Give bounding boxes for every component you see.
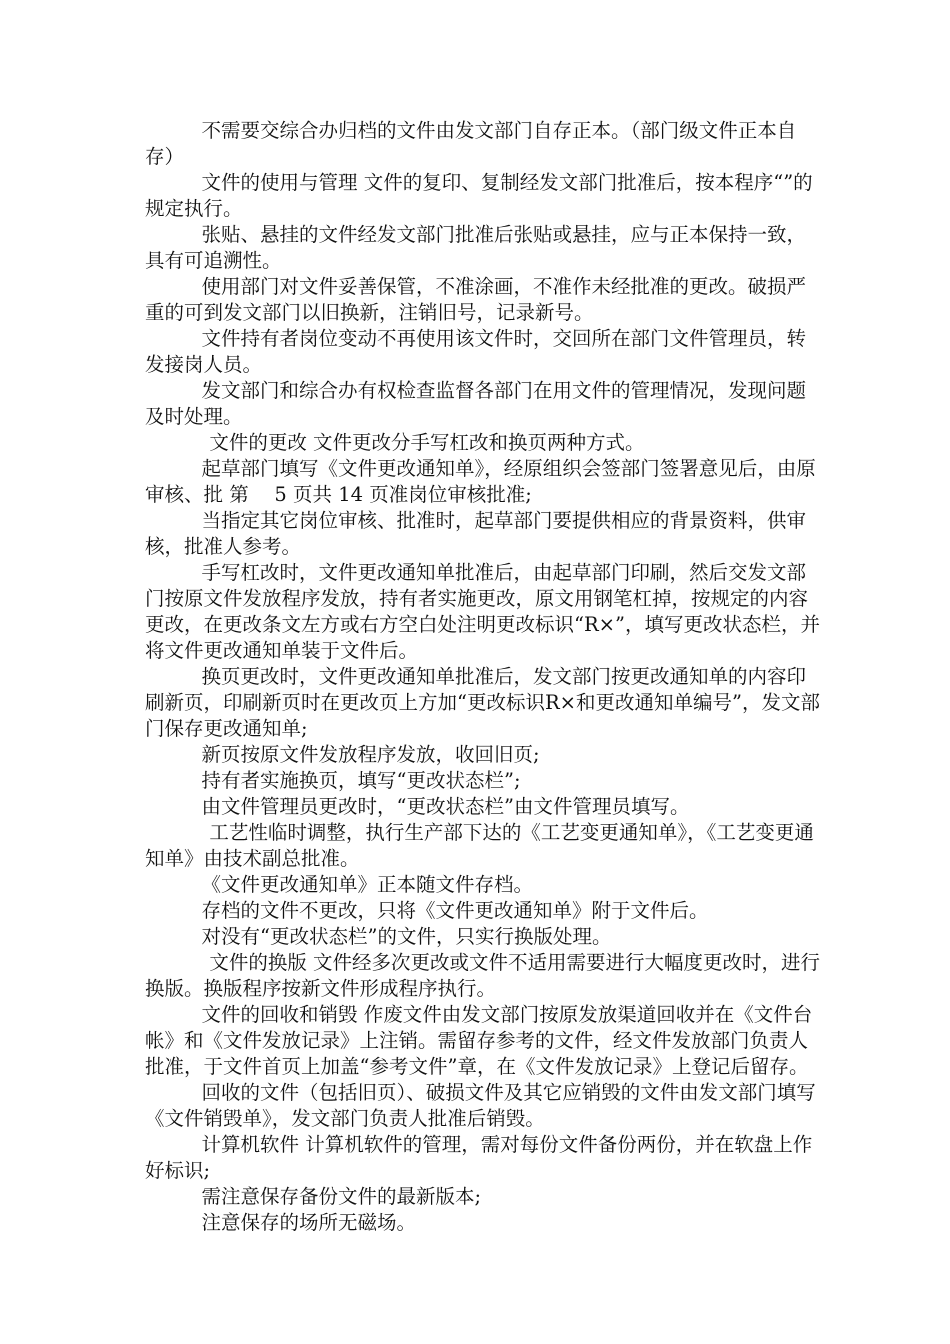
paragraph: 手写杠改时，文件更改通知单批准后，由起草部门印刷，然后交发文部门按原文件发放程序发放，持有者实施更改，原文用钢笔杠掉，按规定的内容更改，在更改条文左方或右方空白处注明更改标识“R×”，填写更改状态栏，并将文件更改通知单装于文件后。 xyxy=(145,561,820,662)
paragraph: 文件持有者岗位变动不再使用该文件时，交回所在部门文件管理员，转发接岗人员。 xyxy=(145,327,807,376)
paragraph: 新页按原文件发放程序发放，收回旧页; xyxy=(201,743,540,766)
paragraph: 当指定其它岗位审核、批准时，起草部门要提供相应的背景资料，供审核，批准人参考。 xyxy=(145,509,807,558)
paragraph: 注意保存的场所无磁场。 xyxy=(201,1211,417,1234)
paragraph: 需注意保存备份文件的最新版本; xyxy=(201,1185,482,1208)
paragraph: 文件的使用与管理 文件的复印、复制经发文部门批准后，按本程序“”的规定执行。 xyxy=(145,171,813,220)
paragraph: 文件的回收和销毁 作废文件由发文部门按原发放渠道回收并在《文件台帐》和《文件发放记录》上注销。需留存参考的文件，经文件发放部门负责人批准，于文件首页上加盖“参考文件”章，在《文件发放记录》上登记后留存。 xyxy=(145,1003,813,1078)
paragraph: 工艺性临时调整，执行生产部下达的《工艺变更通知单》，《工艺变更通知单》由技术副总批准。 xyxy=(145,821,814,870)
paragraph: 使用部门对文件妥善保管，不准涂画，不准作未经批准的更改。破损严重的可到发文部门以旧换新，注销旧号，记录新号。 xyxy=(145,275,807,324)
paragraph: 持有者实施换页，填写“更改状态栏”; xyxy=(201,769,521,792)
paragraph: 张贴、悬挂的文件经发文部门批准后张贴或悬挂，应与正本保持一致，具有可追溯性。 xyxy=(145,223,807,272)
paragraph: 不需要交综合办归档的文件由发文部门自存正本。（部门级文件正本自存） xyxy=(145,119,797,168)
paragraph: 《文件更改通知单》正本随文件存档。 xyxy=(201,873,534,896)
paragraph: 存档的文件不更改，只将《文件更改通知单》附于文件后。 xyxy=(201,899,709,922)
paragraph: 回收的文件（包括旧页）、破损文件及其它应销毁的文件由发文部门填写《文件销毁单》，发文部门负责人批准后销毁。 xyxy=(145,1081,816,1130)
paragraph: 起草部门填写《文件更改通知单》，经原组织会签部门签署意见后，由原审核、批 第 5 页共 14 页准岗位审核批准; xyxy=(145,457,816,506)
paragraph: 计算机软件 计算机软件的管理，需对每份文件备份两份，并在软盘上作好标识; xyxy=(145,1133,813,1182)
paragraph: 发文部门和综合办有权检查监督各部门在用文件的管理情况，发现问题及时处理。 xyxy=(145,379,807,428)
document-body xyxy=(145,118,825,1236)
paragraph: 文件的换版 文件经多次更改或文件不适用需要进行大幅度更改时，进行换版。换版程序按新文件形成程序执行。 xyxy=(145,951,821,1000)
paragraph: 文件的更改 文件更改分手写杠改和换页两种方式。 xyxy=(209,431,645,454)
paragraph: 由文件管理员更改时，“更改状态栏”由文件管理员填写。 xyxy=(201,795,690,818)
paragraph: 对没有“更改状态栏”的文件，只实行换版处理。 xyxy=(201,925,612,948)
paragraph: 换页更改时，文件更改通知单批准后，发文部门按更改通知单的内容印刷新页，印刷新页时在更改页上方加“更改标识R×和更改通知单编号”，发文部门保存更改通知单; xyxy=(145,665,820,740)
